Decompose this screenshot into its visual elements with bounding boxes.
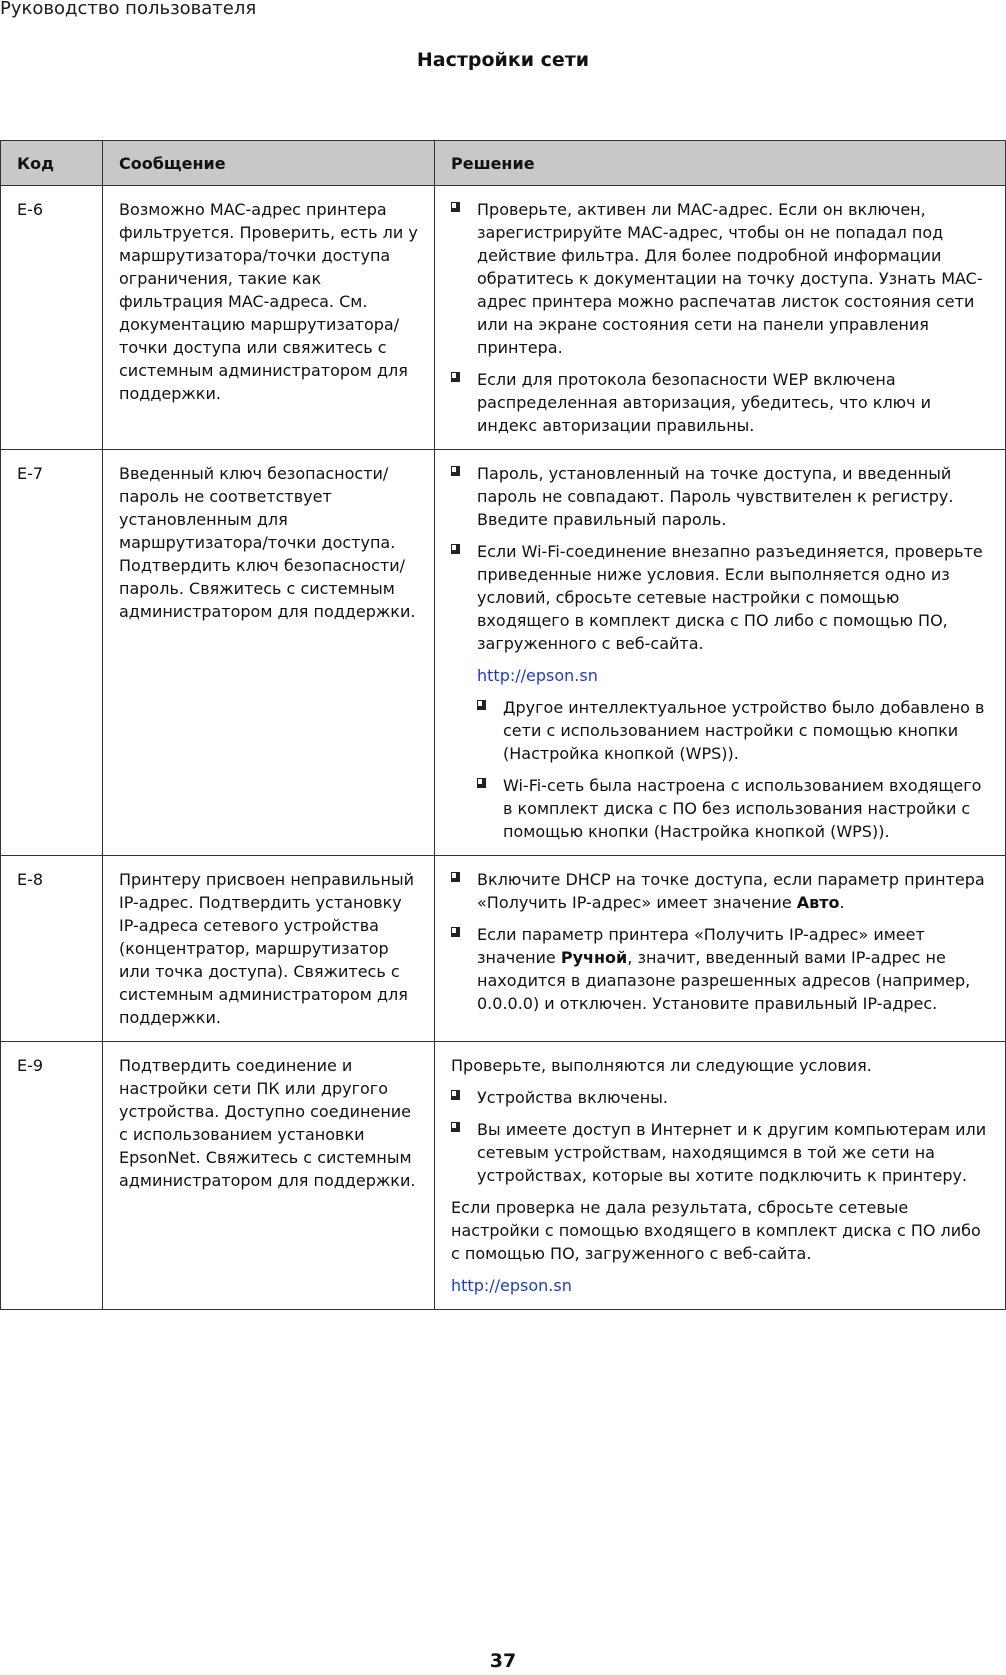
epson-link[interactable]: http://epson.sn [477,666,598,685]
section-title: Настройки сети [416,49,590,71]
page-number: 37 [489,1650,517,1672]
error-solution [435,856,1006,1042]
error-solution [435,186,1006,450]
error-message: Подтвердить соединение и настройки сети ПК или другого устройства. Доступно соединение с использованием установки EpsonNet. Свяжитесь с системным администратором для поддержки. [103,1042,435,1310]
solution-outro: Если проверка не дала результата, сбросьте сетевые настройки с помощью входящего в комплект диска с ПО либо с помощью ПО, загруженного с веб-сайта. [451,1198,981,1263]
value-manual: Ручной [560,948,628,967]
checkbox-bullet-icon [451,1122,460,1132]
list-item: Если для протокола безопасности WEP включена распределенная авторизация, убедитесь, что ключ и индекс авторизации правильны. [451,368,989,437]
value-auto: Авто [796,893,840,912]
list-item: Устройства включены. [451,1086,989,1109]
error-message: Возможно MAC-адрес принтера фильтруется. Проверить, есть ли у маршрутизатора/точки доступа ограничения, такие как фильтрация MAC-адреса. См. документацию маршрутизатора/точки доступа или свяжитесь с системным администратором для поддержки. [103,186,435,450]
error-message: Принтеру присвоен неправильный IP-адрес. Подтвердить установку IP-адреса сетевого устройства (концентратор, маршрутизатор или точка доступа). Свяжитесь с системным администратором для поддержки. [103,856,435,1042]
column-header-solution: Решение [435,141,1006,186]
list-item: Вы имеете доступ в Интернет и к другим компьютерам или сетевым устройствам, находящимся в той же сети на устройствах, которые вы хотите подключить к принтеру. [451,1118,989,1187]
error-solution [435,450,1006,856]
error-message: Введенный ключ безопасности/пароль не соответствует установленным для маршрутизатора/точки доступа. Подтвердить ключ безопасности/пароль. Свяжитесь с системным администратором для поддержки. [103,450,435,856]
running-head: Руководство пользователя [0,0,257,19]
checkbox-bullet-icon [451,872,460,882]
epson-link[interactable]: http://epson.sn [451,1276,572,1295]
table-row [1,856,1006,1042]
table-row [1,186,1006,450]
error-solution [435,1042,1006,1310]
list-item: Если параметр принтера «Получить IP-адрес» имеет значение Ручной, значит, введенный вами IP-адрес не находится в диапазоне разрешенных адресов (например, 0.0.0.0) и отключен. Установите правильный IP-адрес. [451,923,989,1015]
table-row [1,450,1006,856]
error-code: E-8 [1,856,103,1042]
checkbox-bullet-icon [451,466,460,476]
table-row [1,1042,1006,1310]
checkbox-bullet-icon [477,700,486,710]
error-code: E-7 [1,450,103,856]
error-code: E-6 [1,186,103,450]
list-item: Пароль, установленный на точке доступа, и введенный пароль не совпадают. Пароль чувствителен к регистру. Введите правильный пароль. [451,462,989,531]
checkbox-bullet-icon [451,927,460,937]
table-header-row [1,141,1006,186]
solution-intro: Проверьте, выполняются ли следующие условия. [451,1056,872,1075]
checkbox-bullet-icon [451,544,460,554]
column-header-message: Сообщение [103,141,435,186]
list-item: Проверьте, активен ли MAC-адрес. Если он включен, зарегистрируйте MAC-адрес, чтобы он не попадал под действие фильтра. Для более подробной информации обратитесь к документации на точку доступа. Узнать MAC-адрес принтера можно распечатав листок состояния сети или на экране состояния сети на панели управления принтера. [451,198,989,359]
list-item: Если Wi-Fi-соединение внезапно разъединяется, проверьте приведенные ниже условия. Если выполняется одно из условий, сбросьте сетевые настройки с помощью входящего в комплект диска с ПО либо с помощью ПО, загруженного с веб-сайта. [451,540,989,655]
list-item: Wi-Fi-сеть была настроена с использованием входящего в комплект диска с ПО без использования настройки с помощью кнопки (Настройка кнопкой (WPS)). [477,774,989,843]
checkbox-bullet-icon [451,372,460,382]
checkbox-bullet-icon [477,778,486,788]
list-item: Включите DHCP на точке доступа, если параметр принтера «Получить IP-адрес» имеет значение Авто. [451,868,989,914]
list-item: Другое интеллектуальное устройство было добавлено в сети с использованием настройки с помощью кнопки (Настройка кнопкой (WPS)). [477,696,989,765]
checkbox-bullet-icon [451,1090,460,1100]
checkbox-bullet-icon [451,202,460,212]
error-code: E-9 [1,1042,103,1310]
error-codes-table [0,140,1006,1310]
column-header-code: Код [1,141,103,186]
